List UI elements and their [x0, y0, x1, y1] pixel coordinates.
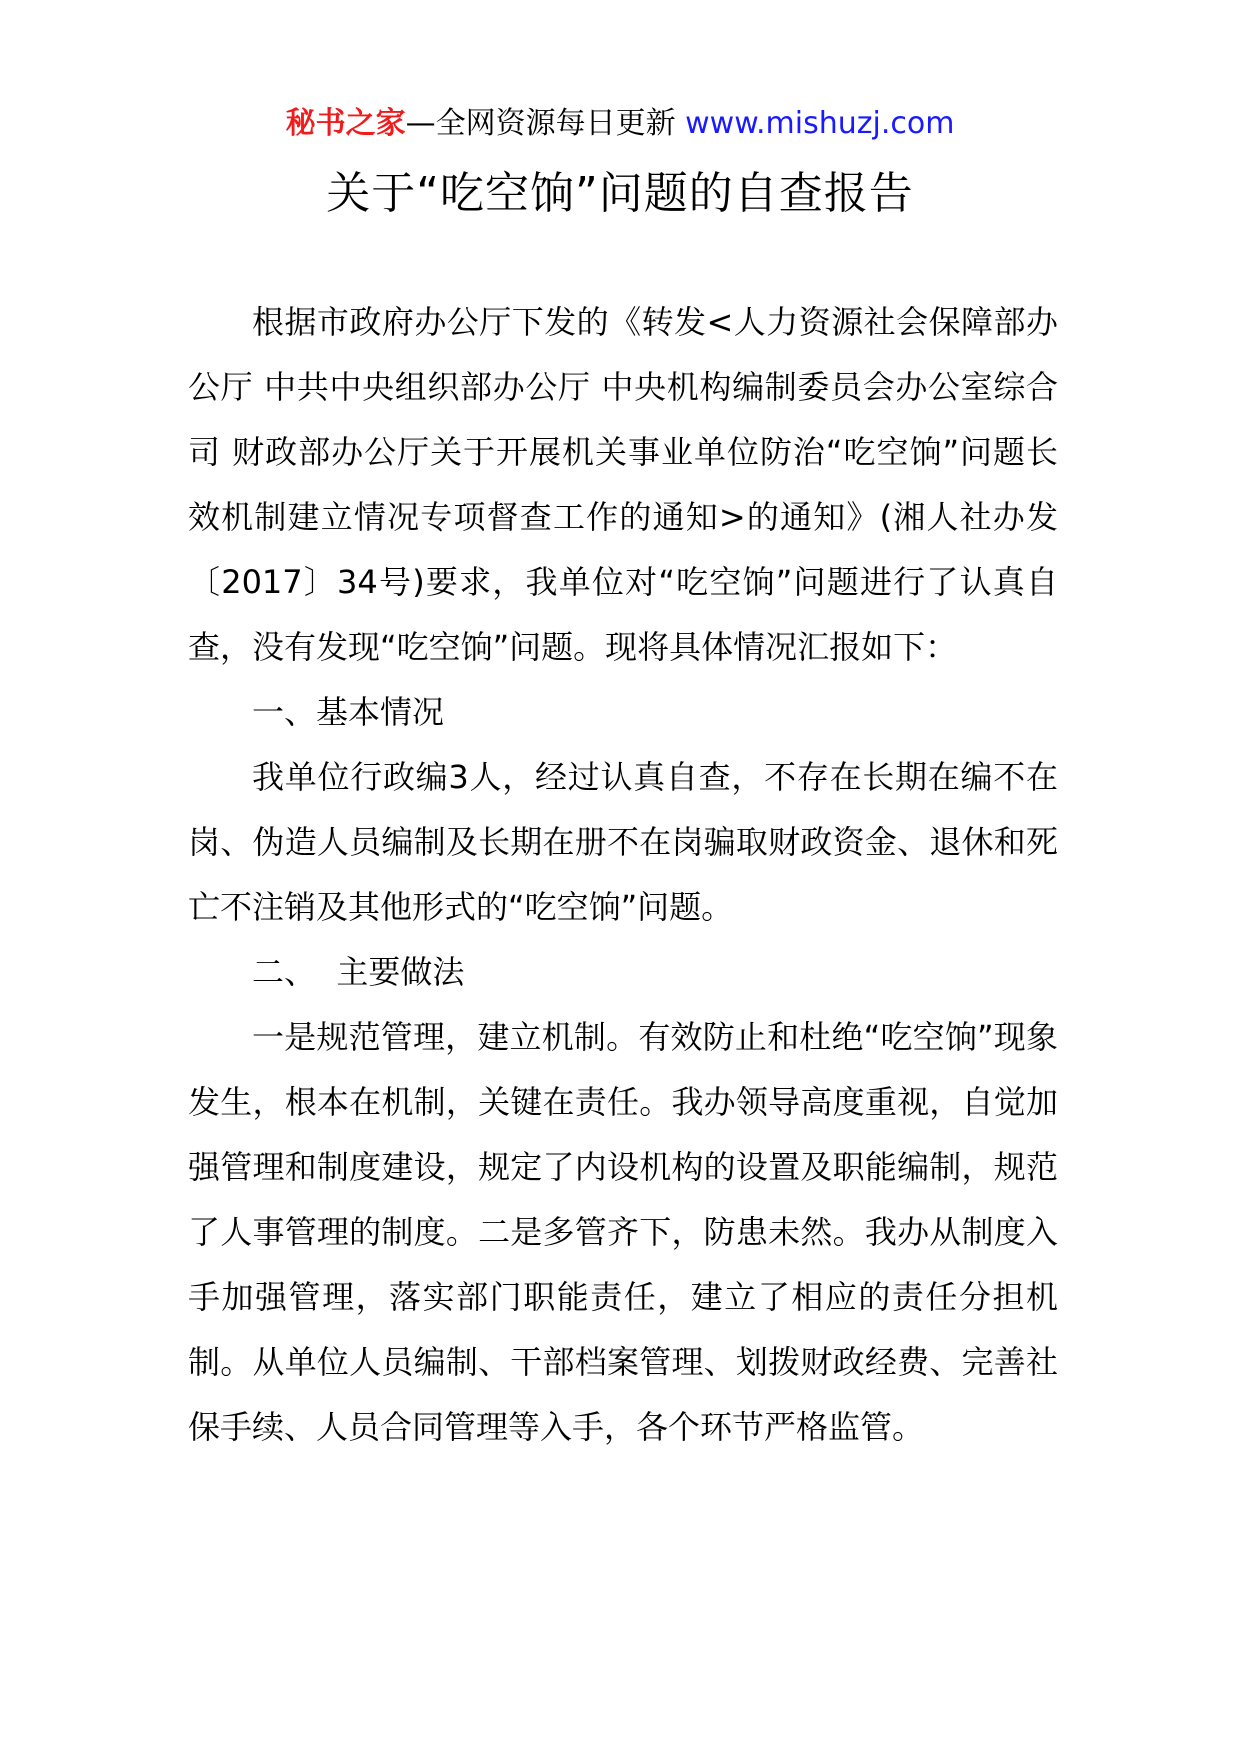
brand-name: 秘书之家	[285, 106, 406, 141]
section-heading-basic: 一、基本情况	[252, 693, 445, 731]
section-paragraph-practices: 一是规范管理，建立机制。有效防止和杜绝“吃空饷”现象发生，根本在机制，关键在责任。我办领导高度重视，自觉加强管理和制度建设，规定了内设机构的设置及职能编制，规范了人事管理的制度。二是多管齐下，防患未然。我办从制度入手加强管理，落实部门职能责任，建立了相应的责任分担机制。从单位人员编制、干部档案管理、划拨财政经费、完善社保手续、人员合同管理等入手，各个环节严格监管。	[188, 1018, 1058, 1446]
site-header	[0, 104, 1240, 144]
intro-paragraph: 根据市政府办公厅下发的《转发<人力资源社会保障部办公厅 中共中央组织部办公厅 中央机构编制委员会办公室综合司 财政部办公厅关于开展机关事业单位防治“吃空饷”问题长效机制建立情况专项督查工作的通知>的通知》(湘人社办发〔2017〕34号)要求，我单位对“吃空饷”问题进行了认真自查，没有发现“吃空饷”问题。现将具体情况汇报如下：	[188, 303, 1058, 666]
section-heading-practices: 二、 主要做法	[252, 953, 465, 991]
document-body	[188, 290, 1058, 1460]
site-slogan: —全网资源每日更新	[405, 106, 676, 141]
site-url-link[interactable]: www.mishuzj.com	[685, 106, 955, 141]
document-title: 关于“吃空饷”问题的自查报告	[326, 168, 914, 219]
section-paragraph-basic: 我单位行政编3人，经过认真自查，不存在长期在编不在岗、伪造人员编制及长期在册不在岗骗取财政资金、退休和死亡不注销及其他形式的“吃空饷”问题。	[188, 758, 1058, 926]
